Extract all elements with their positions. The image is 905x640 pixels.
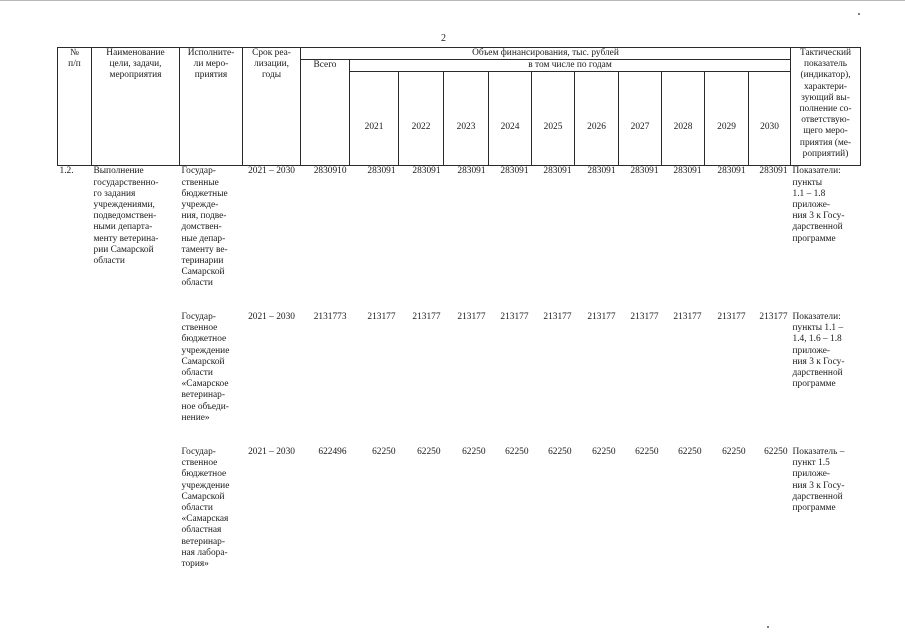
row-value: 213177 (457, 311, 486, 322)
header-year: 2027 (619, 72, 662, 166)
header-executor: Исполните- ли меро- приятия (180, 48, 243, 166)
row-total: 2830910 (313, 166, 347, 177)
header-year: 2024 (489, 72, 532, 166)
row-executor: Государ- ственные бюджетные учрежде- ния, подве- домствен- ные депар- таменту ве- теринарии Самарской области (181, 166, 228, 289)
table-row (58, 166, 861, 312)
row-indicator: Показатели: пункты 1.1 – 1.8 приложе- ния 3 к Госу- дарственной программе (792, 166, 845, 244)
header-year: 2025 (532, 72, 575, 166)
header-by-years: в том числе по годам (350, 60, 791, 72)
row-value: 62250 (678, 446, 702, 457)
row-value: 283091 (457, 166, 486, 177)
row-term: 2021 – 2030 (248, 311, 295, 322)
row-term: 2021 – 2030 (248, 446, 295, 457)
header-year: 2026 (575, 72, 619, 166)
row-value: 213177 (412, 311, 441, 322)
header-funding: Объем финансирования, тыс. рублей (301, 48, 791, 60)
header-year: 2021 (350, 72, 399, 166)
row-indicator: Показатели: пункты 1.1 – 1.4, 1.6 – 1.8 приложе- ния 3 к Госу- дарственной программе (792, 311, 845, 390)
header-year: 2022 (399, 72, 444, 166)
row-value: 283091 (673, 166, 702, 177)
header-term: Срок реа- лизации, годы (243, 48, 301, 166)
row-value: 213177 (673, 311, 702, 322)
row-value: 213177 (587, 311, 616, 322)
header-total: Всего (301, 60, 350, 166)
header-year: 2023 (444, 72, 489, 166)
item-number: 1.2. (59, 166, 74, 177)
row-value: 62250 (592, 446, 616, 457)
row-value: 283091 (500, 166, 529, 177)
row-executor: Государ- ственное бюджетное учреждение Самарской области «Самарская областная ветеринар- ная лабора- тория» (181, 446, 230, 569)
row-value: 283091 (630, 166, 659, 177)
row-value: 283091 (717, 166, 746, 177)
row-value: 62250 (635, 446, 659, 457)
row-value: 62250 (764, 446, 788, 457)
header-year: 2029 (705, 72, 749, 166)
row-value: 62250 (505, 446, 529, 457)
row-value: 213177 (717, 311, 746, 322)
row-term: 2021 – 2030 (248, 166, 295, 177)
scan-speck (858, 13, 860, 15)
row-value: 62250 (722, 446, 746, 457)
row-indicator: Показатель – пункт 1.5 приложе- ния 3 к Госу- дарственной программе (792, 446, 845, 513)
header-number: № п/п (58, 48, 92, 166)
row-value: 213177 (759, 311, 788, 322)
row-total: 2131773 (313, 311, 347, 322)
row-value: 283091 (587, 166, 616, 177)
row-value: 62250 (417, 446, 441, 457)
row-value: 62250 (372, 446, 396, 457)
row-value: 213177 (543, 311, 572, 322)
header-name: Наименование цели, задачи, мероприятия (92, 48, 180, 166)
row-value: 213177 (500, 311, 529, 322)
row-value: 283091 (412, 166, 441, 177)
item-name: Выполнение государственно- го задания учреждениями, подведомствен- ными департа- менту ветерина- рии Самарской области (93, 166, 159, 267)
row-total: 622496 (318, 446, 347, 457)
row-value: 283091 (367, 166, 396, 177)
row-executor: Государ- ственное бюджетное учреждение Самарской области «Самарское ветеринар- ное объеди- нение» (181, 311, 230, 423)
row-value: 62250 (462, 446, 486, 457)
scan-edge (0, 0, 905, 1)
row-value: 283091 (543, 166, 572, 177)
header-year: 2030 (749, 72, 791, 166)
header-year: 2028 (662, 72, 705, 166)
scan-speck (767, 626, 769, 628)
financing-table (57, 47, 861, 597)
row-value: 213177 (630, 311, 659, 322)
header-indicator: Тактический показатель (индикатор), характери- зующий вы- полнение со- ответствую- щего меро- приятия (ме- роприятий) (791, 48, 861, 166)
row-value: 62250 (548, 446, 572, 457)
row-value: 213177 (367, 311, 396, 322)
page-number: 2 (441, 33, 446, 44)
row-value: 283091 (759, 166, 788, 177)
